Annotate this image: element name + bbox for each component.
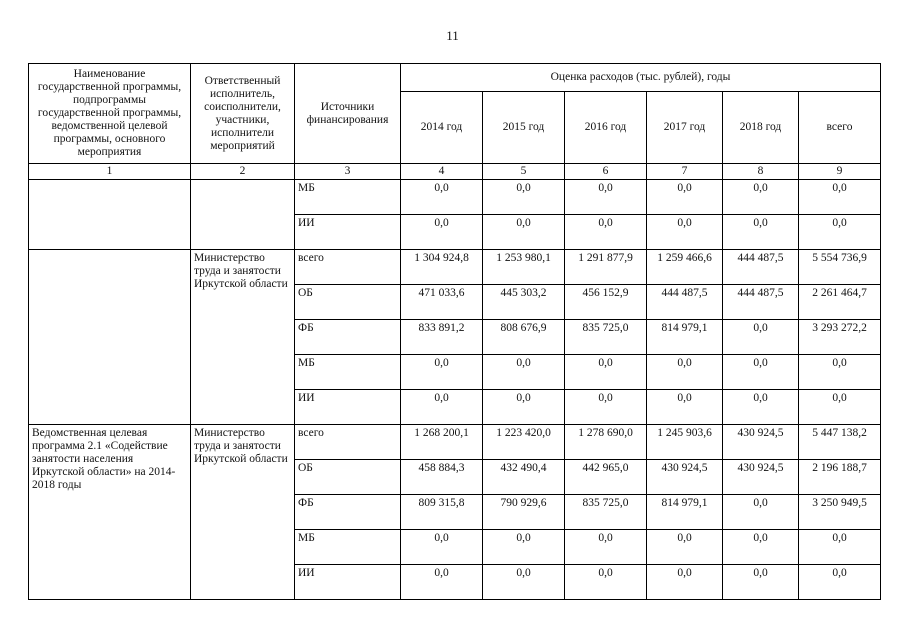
year-value-cell: 0,0: [401, 180, 483, 215]
year-value-cell: 0,0: [565, 355, 647, 390]
year-value-cell: 0,0: [647, 530, 723, 565]
year-value-cell: 0,0: [401, 565, 483, 600]
column-number: 6: [565, 164, 647, 180]
year-value-cell: 430 924,5: [647, 460, 723, 495]
year-value-cell: 456 152,9: [565, 285, 647, 320]
year-value-cell: 442 965,0: [565, 460, 647, 495]
year-value-cell: 430 924,5: [723, 460, 799, 495]
total-value-cell: 0,0: [799, 215, 881, 250]
year-value-cell: 0,0: [565, 530, 647, 565]
year-value-cell: 444 487,5: [647, 285, 723, 320]
program-name-cell: Ведомственная целевая программа 2.1 «Содействие занятости населения Иркутской области» на 2014-2018 годы: [29, 425, 191, 600]
header-cost-estimate: Оценка расходов (тыс. рублей), годы: [401, 64, 881, 92]
budget-table: [28, 63, 881, 600]
executor-cell: Министерство труда и занятости Иркутской области: [191, 250, 295, 425]
year-value-cell: 0,0: [647, 180, 723, 215]
year-value-cell: 0,0: [723, 390, 799, 425]
year-value-cell: 1 259 466,6: [647, 250, 723, 285]
table-row: [29, 180, 881, 215]
column-number: 1: [29, 164, 191, 180]
year-value-cell: 430 924,5: [723, 425, 799, 460]
year-value-cell: 458 884,3: [401, 460, 483, 495]
column-number: 8: [723, 164, 799, 180]
year-value-cell: 0,0: [723, 530, 799, 565]
header-year: 2014 год: [401, 92, 483, 164]
year-value-cell: 1 291 877,9: [565, 250, 647, 285]
header-year: 2015 год: [483, 92, 565, 164]
funding-source-cell: ФБ: [295, 495, 401, 530]
column-number-row: [29, 164, 881, 180]
year-value-cell: 809 315,8: [401, 495, 483, 530]
year-value-cell: 0,0: [401, 530, 483, 565]
total-value-cell: 0,0: [799, 530, 881, 565]
year-value-cell: 835 725,0: [565, 495, 647, 530]
total-value-cell: 2 261 464,7: [799, 285, 881, 320]
year-value-cell: 445 303,2: [483, 285, 565, 320]
program-name-cell: [29, 180, 191, 250]
header-year: 2017 год: [647, 92, 723, 164]
year-value-cell: 0,0: [483, 390, 565, 425]
executor-cell: [191, 180, 295, 250]
year-value-cell: 0,0: [483, 355, 565, 390]
total-value-cell: 0,0: [799, 390, 881, 425]
year-value-cell: 471 033,6: [401, 285, 483, 320]
header-year: 2018 год: [723, 92, 799, 164]
total-value-cell: 0,0: [799, 565, 881, 600]
year-value-cell: 1 304 924,8: [401, 250, 483, 285]
header-funding-source: Источники финансирования: [295, 64, 401, 164]
column-number: 5: [483, 164, 565, 180]
header-total: всего: [799, 92, 881, 164]
header-executor: Ответственный исполнитель, соисполнители, участники, исполнители мероприятий: [191, 64, 295, 164]
year-value-cell: 835 725,0: [565, 320, 647, 355]
year-value-cell: 790 929,6: [483, 495, 565, 530]
funding-source-cell: ОБ: [295, 285, 401, 320]
funding-source-cell: ФБ: [295, 320, 401, 355]
total-value-cell: 0,0: [799, 355, 881, 390]
column-number: 9: [799, 164, 881, 180]
page-number: 11: [446, 28, 459, 43]
total-value-cell: 3 250 949,5: [799, 495, 881, 530]
year-value-cell: 0,0: [723, 355, 799, 390]
table-row: [29, 425, 881, 460]
year-value-cell: 1 245 903,6: [647, 425, 723, 460]
funding-source-cell: МБ: [295, 355, 401, 390]
funding-source-cell: всего: [295, 425, 401, 460]
year-value-cell: 0,0: [647, 215, 723, 250]
header-program-name: Наименование государственной программы, подпрограммы государственной программы, ведомственной целевой программы, основного мероприятия: [29, 64, 191, 164]
funding-source-cell: МБ: [295, 530, 401, 565]
total-value-cell: 3 293 272,2: [799, 320, 881, 355]
year-value-cell: 0,0: [723, 495, 799, 530]
year-value-cell: 1 278 690,0: [565, 425, 647, 460]
year-value-cell: 0,0: [401, 355, 483, 390]
year-value-cell: 432 490,4: [483, 460, 565, 495]
funding-source-cell: ИИ: [295, 565, 401, 600]
total-value-cell: 5 554 736,9: [799, 250, 881, 285]
column-number: 2: [191, 164, 295, 180]
year-value-cell: 0,0: [483, 180, 565, 215]
year-value-cell: 0,0: [565, 180, 647, 215]
year-value-cell: 1 253 980,1: [483, 250, 565, 285]
year-value-cell: 0,0: [647, 355, 723, 390]
year-value-cell: 0,0: [723, 180, 799, 215]
year-value-cell: 0,0: [723, 320, 799, 355]
year-value-cell: 0,0: [401, 390, 483, 425]
funding-source-cell: ОБ: [295, 460, 401, 495]
year-value-cell: 1 268 200,1: [401, 425, 483, 460]
year-value-cell: 0,0: [723, 215, 799, 250]
table-body: [29, 180, 881, 600]
table-row: [29, 250, 881, 285]
total-value-cell: 0,0: [799, 180, 881, 215]
year-value-cell: 814 979,1: [647, 320, 723, 355]
year-value-cell: 0,0: [483, 530, 565, 565]
column-number: 3: [295, 164, 401, 180]
funding-source-cell: ИИ: [295, 390, 401, 425]
year-value-cell: 0,0: [647, 565, 723, 600]
year-value-cell: 814 979,1: [647, 495, 723, 530]
year-value-cell: 0,0: [483, 565, 565, 600]
column-number: 7: [647, 164, 723, 180]
funding-source-cell: всего: [295, 250, 401, 285]
total-value-cell: 5 447 138,2: [799, 425, 881, 460]
year-value-cell: 0,0: [723, 565, 799, 600]
column-number: 4: [401, 164, 483, 180]
year-value-cell: 0,0: [401, 215, 483, 250]
year-value-cell: 0,0: [565, 215, 647, 250]
year-value-cell: 444 487,5: [723, 285, 799, 320]
program-name-cell: [29, 250, 191, 425]
header-year: 2016 год: [565, 92, 647, 164]
funding-source-cell: ИИ: [295, 215, 401, 250]
year-value-cell: 833 891,2: [401, 320, 483, 355]
year-value-cell: 0,0: [565, 390, 647, 425]
total-value-cell: 2 196 188,7: [799, 460, 881, 495]
year-value-cell: 0,0: [647, 390, 723, 425]
year-value-cell: 808 676,9: [483, 320, 565, 355]
year-value-cell: 1 223 420,0: [483, 425, 565, 460]
executor-cell: Министерство труда и занятости Иркутской области: [191, 425, 295, 600]
funding-source-cell: МБ: [295, 180, 401, 215]
year-value-cell: 0,0: [565, 565, 647, 600]
year-value-cell: 0,0: [483, 215, 565, 250]
year-value-cell: 444 487,5: [723, 250, 799, 285]
